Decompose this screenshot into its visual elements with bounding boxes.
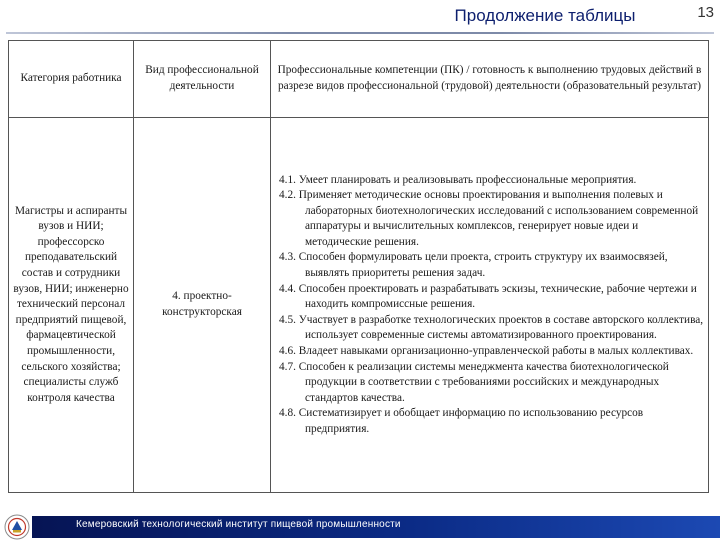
competency-item: 4.8. Систематизирует и обобщает информацию по использованию ресурсов предприятия. <box>279 407 644 435</box>
page-title: Продолжение таблицы <box>454 6 636 25</box>
page-number: 13 <box>697 4 714 21</box>
header-category: Категория работника <box>9 41 134 118</box>
cell-category: Магистры и аспиранты вузов и НИИ; профессорско преподавательский состав и сотрудники вузов, НИИ; инженерно технический персонал предприятий пищевой, фармацевтической промышленности, сельского хозяйства; специалисты служб контроля качества <box>9 118 134 493</box>
footer-institution: Кемеровский технологический институт пищевой промышленности <box>76 519 401 530</box>
title-divider <box>6 32 714 34</box>
competency-item: 4.1. Умеет планировать и реализовывать профессиональные мероприятия. <box>279 173 637 186</box>
competency-table <box>8 40 709 493</box>
header-activity: Вид профессиональной деятельности <box>134 41 271 118</box>
competency-item: 4.4. Способен проектировать и разрабатывать эскизы, технические, рабочие чертежи и находить компромиссные решения. <box>279 282 697 311</box>
competency-item: 4.3. Способен формулировать цели проекта, строить структуру их взаимосвязей, выявлять приоритеты решения задач. <box>279 251 668 280</box>
cell-competencies <box>271 118 709 493</box>
competency-item: 4.5. Участвует в разработке технологических проектов в составе авторского коллектива, использует современные системы автоматизированного проектирования. <box>279 313 704 342</box>
header-competencies: Профессиональные компетенции (ПК) / готовность к выполнению трудовых действий в разрезе видов профессиональной (трудовой) деятельности (образовательный результат) <box>271 41 709 118</box>
competency-item: 4.6. Владеет навыками организационно-управленческой работы в малых коллективах. <box>279 344 694 357</box>
table-header-row <box>9 41 709 118</box>
institute-emblem-icon <box>4 514 30 540</box>
competency-item: 4.7. Способен к реализации системы менеджмента качества биотехнологической продукции в соответствии с требованиями российских и международных стандартов качества. <box>279 360 669 404</box>
footer-bar <box>32 516 720 538</box>
cell-activity: 4. проектно-конструкторская <box>134 118 271 493</box>
competency-item: 4.2. Применяет методические основы проектирования и выполнения полевых и лабораторных биотехнологических исследований с использованием современной аппаратуры и вычислительных комплексов, генерирует новые идеи и методические решения. <box>279 189 699 248</box>
table-row <box>9 118 709 493</box>
